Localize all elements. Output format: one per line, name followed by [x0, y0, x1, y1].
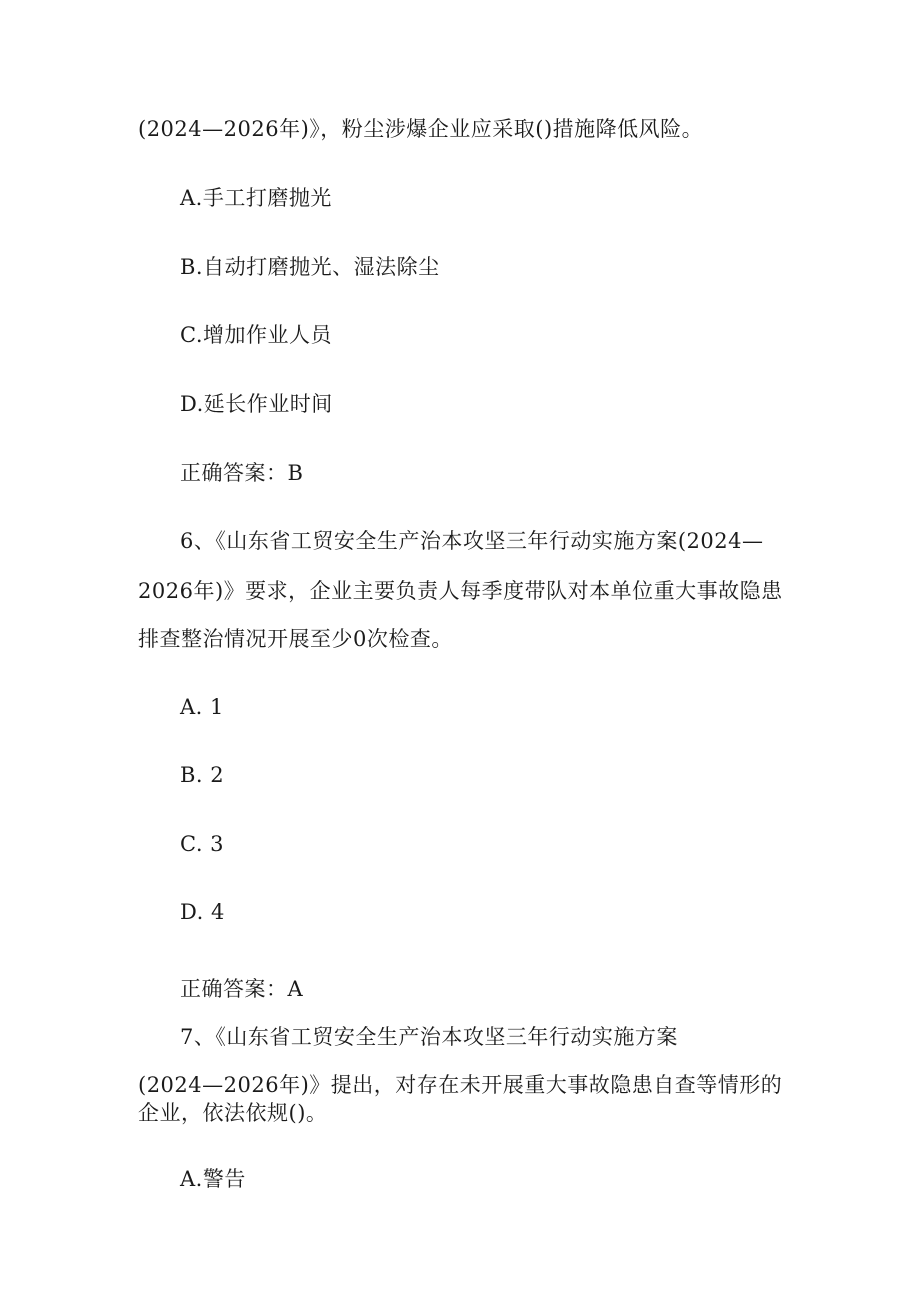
q5-stem-tail: (2024—2026年)》，粉尘涉爆企业应采取()措施降低风险。 [138, 117, 704, 141]
q6-option-d: D. 4 [180, 900, 225, 924]
q6-stem-line-2: 2026年)》要求，企业主要负责人每季度带队对本单位重大事故隐患 [138, 579, 783, 603]
q5-option-b: B.自动打磨抛光、湿法除尘 [180, 255, 440, 279]
q6-stem-line-1: 6、《山东省工贸安全生产治本攻坚三年行动实施方案(2024— [180, 529, 764, 553]
q7-stem-line-1: 7、《山东省工贸安全生产治本攻坚三年行动实施方案 [180, 1025, 678, 1049]
q5-answer: 正确答案：B [180, 461, 304, 485]
q5-option-d: D.延长作业时间 [180, 392, 333, 416]
q6-option-b: B. 2 [180, 763, 225, 787]
q7-option-a: A.警告 [180, 1167, 246, 1191]
q7-stem-line-2: (2024—2026年)》提出，对存在未开展重大事故隐患自查等情形的 [138, 1073, 783, 1097]
q6-stem-line-3: 排查整治情况开展至少0次检查。 [138, 627, 453, 651]
q5-option-a: A.手工打磨抛光 [180, 186, 332, 210]
q7-stem-line-3: 企业，依法依规()。 [138, 1101, 328, 1125]
q6-option-a: A. 1 [180, 695, 224, 719]
q6-answer: 正确答案：A [180, 977, 304, 1001]
q6-option-c: C. 3 [180, 832, 225, 856]
q5-option-c: C.增加作业人员 [180, 323, 332, 347]
